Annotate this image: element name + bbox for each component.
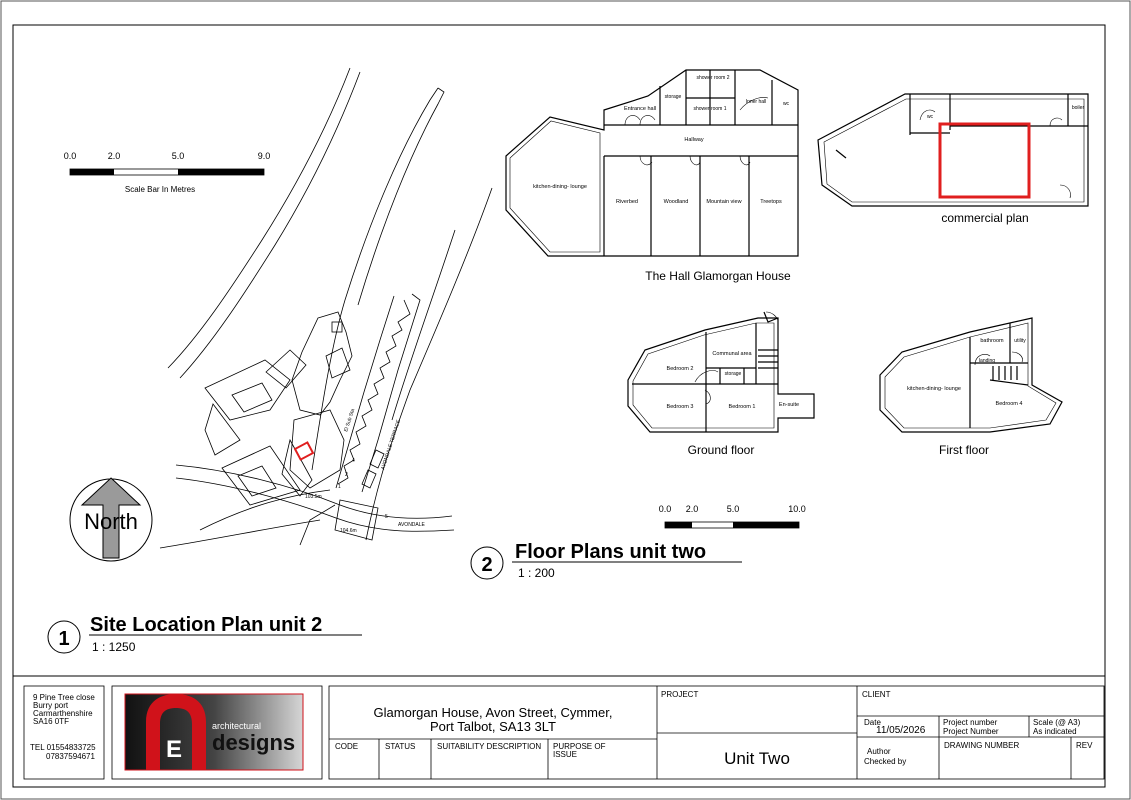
site-scale-tick: 0.0 xyxy=(63,151,77,161)
floor-scale-tick: 10.0 xyxy=(788,504,806,514)
project-number-label: Project number xyxy=(943,718,998,727)
site-plan-number: 1 xyxy=(58,628,70,650)
room-label: Bedroom 4 xyxy=(995,401,1023,407)
first-floor-caption: First floor xyxy=(938,443,990,457)
drawing-number-label: DRAWING NUMBER xyxy=(944,741,1020,750)
room-label: Hallway xyxy=(684,137,704,143)
room-label: wc xyxy=(782,101,790,107)
project-address-line-1: Glamorgan House, Avon Street, Cymmer, xyxy=(373,705,613,720)
purpose-label-line-2: ISSUE xyxy=(553,750,578,759)
room-label: storage xyxy=(664,94,682,100)
room-label: Inner hall xyxy=(745,99,767,105)
suitability-label: SUITABILITY DESCRIPTION xyxy=(437,742,542,751)
commercial-floor-plan xyxy=(818,94,1088,206)
address-line: 9 Pine Tree close xyxy=(33,693,95,702)
room-label: Mountain view xyxy=(706,199,742,205)
room-label: Bedroom 2 xyxy=(666,366,694,372)
room-label: Riverbed xyxy=(615,199,639,205)
site-scale-tick: 9.0 xyxy=(257,151,271,161)
scale-value: As indicated xyxy=(1033,727,1077,736)
date-label: Date xyxy=(864,718,881,727)
purpose-label: PURPOSE OF xyxy=(553,742,606,751)
map-label-avondale: AVONDALE xyxy=(398,522,425,528)
ground-floor-caption: Ground floor xyxy=(687,443,755,457)
room-label: shower room 2 xyxy=(696,75,730,81)
map-house-number: 4 xyxy=(352,458,355,464)
project-address-line-2: Port Talbot, SA13 3LT xyxy=(430,719,556,734)
room-label: kitchen-dining- lounge xyxy=(533,184,587,190)
date-value: 11/05/2026 xyxy=(876,725,926,736)
site-scale-tick: 2.0 xyxy=(107,151,121,161)
floor-plans-scale: 1 : 200 xyxy=(518,566,555,580)
commercial-highlight xyxy=(940,124,1029,197)
address-line: Burry port xyxy=(33,701,69,710)
site-plan-title: Site Location Plan unit 2 xyxy=(90,614,323,636)
room-label: bathroom xyxy=(980,338,1004,344)
map-house-number: 5 xyxy=(385,514,388,520)
map-house-number: 2 xyxy=(345,472,348,478)
map-label-substation: El Sub Sta xyxy=(343,408,357,433)
client-label: CLIENT xyxy=(862,690,891,699)
site-plan-scale: 1 : 1250 xyxy=(92,640,136,654)
logo-letter-e: E xyxy=(166,736,183,763)
ground-floor-plan xyxy=(628,312,814,432)
project-number-value: Project Number xyxy=(943,727,999,736)
site-scale-caption: Scale Bar In Metres xyxy=(124,185,196,194)
room-label: Entrance hall xyxy=(623,106,657,112)
map-label-street: AVONDALE TERRACE xyxy=(380,419,402,471)
rev-label: REV xyxy=(1076,741,1093,750)
room-label: boiler xyxy=(1071,105,1085,111)
room-label: En-suite xyxy=(778,402,800,408)
room-label: landing xyxy=(978,358,996,364)
checked-by-label: Checked by xyxy=(864,757,907,766)
floor-scale-bar xyxy=(665,522,799,528)
room-label: Woodland xyxy=(663,199,689,205)
first-floor-plan xyxy=(880,318,1062,432)
room-label: utility xyxy=(1014,338,1026,344)
room-label: storage xyxy=(724,371,742,377)
logo-big-text: designs xyxy=(212,730,296,755)
north-label: North xyxy=(84,509,138,534)
map-label-spot-1: 103.5m xyxy=(305,494,322,500)
site-scale-tick: 5.0 xyxy=(171,151,185,161)
address-line: Carmarthenshire xyxy=(33,709,93,718)
commercial-plan-caption: commercial plan xyxy=(941,211,1029,225)
hall-plan-caption: The Hall Glamorgan House xyxy=(645,269,791,283)
room-label: Treetops xyxy=(760,199,782,205)
project-name: Unit Two xyxy=(724,749,790,768)
floor-scale-tick: 2.0 xyxy=(685,504,699,514)
project-label: PROJECT xyxy=(661,690,699,699)
floor-plans-number: 2 xyxy=(481,554,493,576)
room-label: shower room 1 xyxy=(693,106,727,112)
site-scale-bar xyxy=(70,169,264,175)
room-label: wc xyxy=(926,114,934,120)
address-line: SA16 0TF xyxy=(33,717,70,726)
mobile: 07837594671 xyxy=(46,752,95,761)
telephone: TEL 01554833725 xyxy=(30,743,96,752)
author-label: Author xyxy=(867,747,891,756)
room-label: Bedroom 1 xyxy=(728,404,756,410)
map-label-spot-2: 104.6m xyxy=(340,528,357,534)
scale-label: Scale (@ A3) xyxy=(1033,718,1081,727)
floor-scale-tick: 5.0 xyxy=(726,504,740,514)
floor-plans-title: Floor Plans unit two xyxy=(515,541,707,563)
map-house-number: 1 xyxy=(338,484,341,490)
room-label: Communal area xyxy=(712,351,752,357)
hall-floor-plan xyxy=(506,70,798,256)
room-label: Bedroom 3 xyxy=(666,404,694,410)
logo-small-text: architectural xyxy=(212,721,262,731)
floor-scale-tick: 0.0 xyxy=(658,504,672,514)
site-map xyxy=(160,68,492,548)
code-label: CODE xyxy=(335,742,359,751)
room-label: kitchen-dining- lounge xyxy=(907,386,961,392)
site-boundary-marker xyxy=(295,442,313,459)
status-label: STATUS xyxy=(385,742,416,751)
